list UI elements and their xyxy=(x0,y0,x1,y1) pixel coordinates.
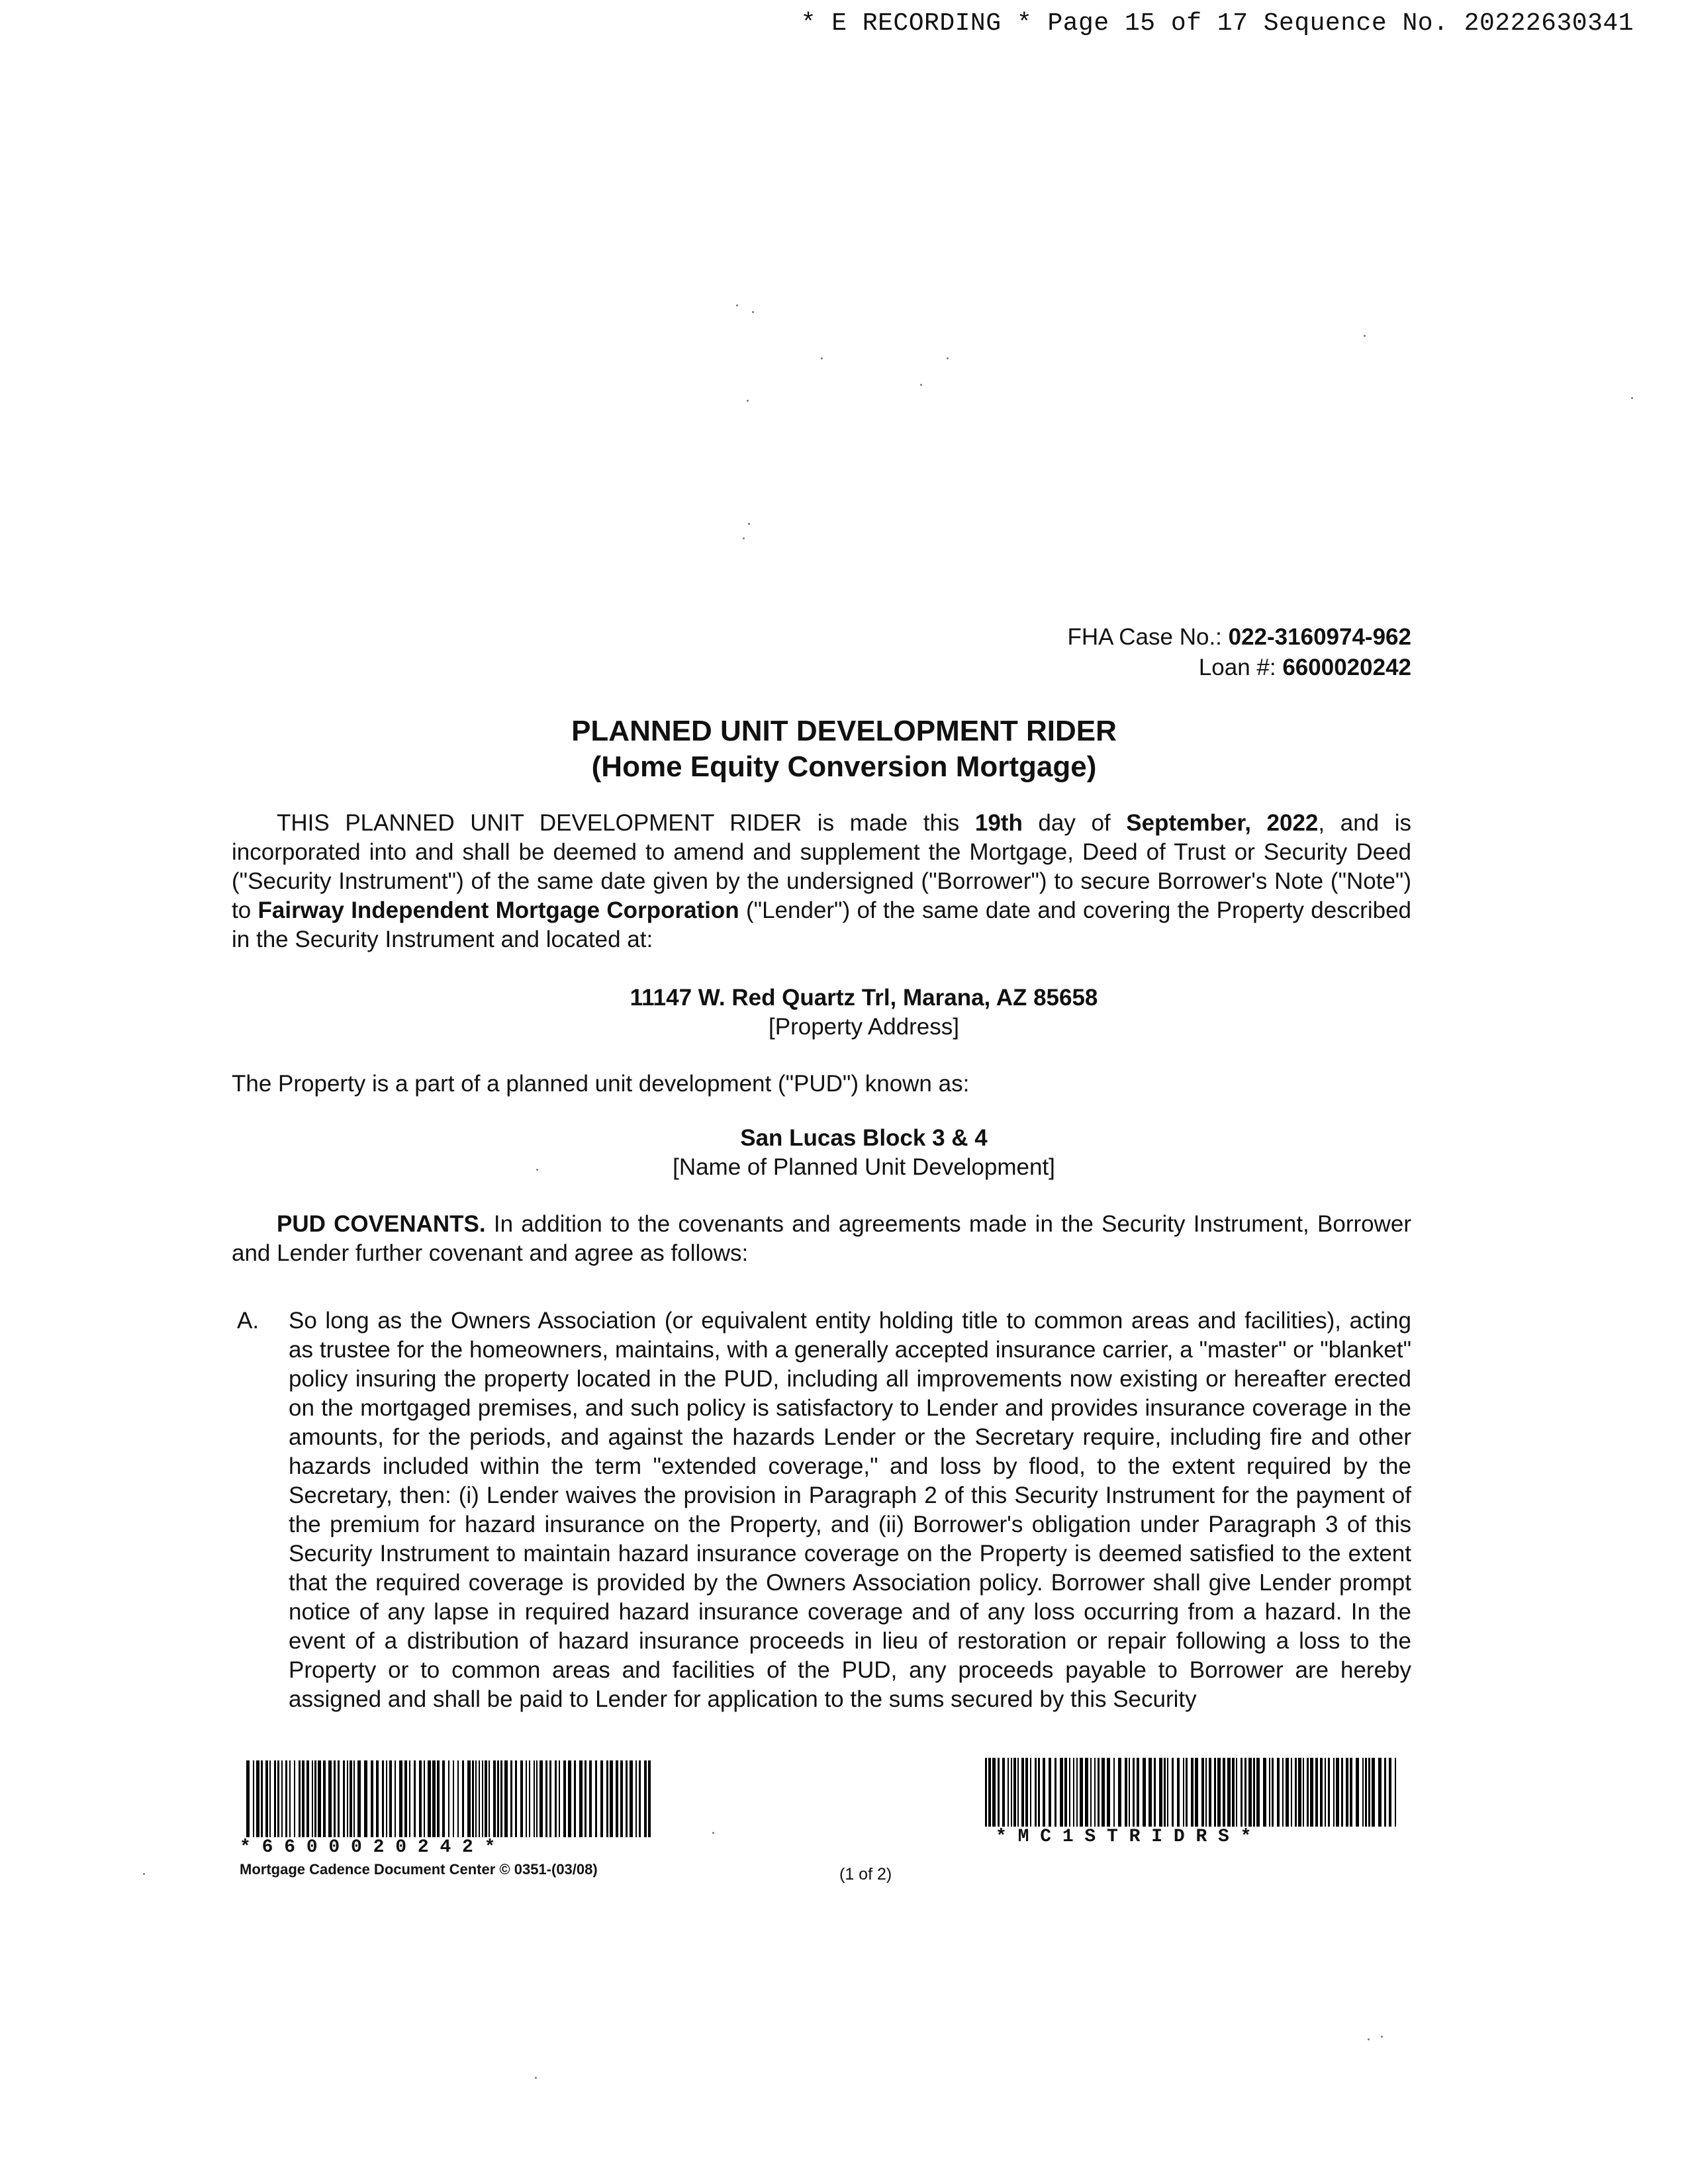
barcode-bar xyxy=(1395,1758,1396,1827)
barcode-bar xyxy=(1011,1758,1012,1827)
barcode-bar xyxy=(323,1760,326,1837)
barcode-bar xyxy=(1025,1758,1028,1827)
pud-intro: The Property is a part of a planned unit development ("PUD") known as: xyxy=(232,1071,970,1097)
rider-day: 19th xyxy=(974,810,1023,836)
barcode-bar xyxy=(1286,1758,1289,1827)
barcode-bar xyxy=(489,1760,490,1837)
barcode-bar xyxy=(1094,1758,1096,1827)
scan-speck xyxy=(536,1169,538,1171)
barcode-bar xyxy=(589,1760,592,1837)
barcode-bar xyxy=(485,1760,487,1837)
barcode-bar xyxy=(338,1760,340,1837)
barcode-bar xyxy=(334,1760,336,1837)
barcode-bar xyxy=(432,1760,436,1837)
barcode-bar xyxy=(1310,1758,1313,1827)
scan-speck xyxy=(1364,335,1366,337)
covenants-heading: PUD COVENANTS. xyxy=(277,1211,486,1237)
barcode-bar xyxy=(1049,1758,1051,1827)
pud-name: San Lucas Block 3 & 4 xyxy=(740,1125,988,1151)
barcode-bar xyxy=(497,1760,499,1837)
barcode-bar xyxy=(1191,1758,1194,1827)
barcode-bar xyxy=(1183,1758,1184,1827)
pud-covenants-paragraph xyxy=(232,1210,1411,1268)
barcode-bar xyxy=(382,1760,384,1837)
barcode-bar xyxy=(549,1760,551,1837)
intro-text-4: ("Lender") of the same date and covering the Property described in the Security Instrument and located at: xyxy=(232,897,1412,952)
covenant-item-a xyxy=(232,1306,1411,1714)
barcode-bar xyxy=(1372,1758,1375,1827)
barcode-bar xyxy=(1269,1758,1270,1827)
barcode-bar xyxy=(520,1760,523,1837)
barcode-bar xyxy=(1064,1758,1067,1827)
barcode-bar xyxy=(285,1760,287,1837)
barcode-bar xyxy=(500,1760,502,1837)
scan-speck xyxy=(1381,2036,1383,2038)
barcode-bar xyxy=(639,1760,641,1837)
barcode-bar xyxy=(482,1760,483,1837)
scan-speck xyxy=(1631,397,1633,399)
barcode-bar xyxy=(559,1760,560,1837)
barcode-bar xyxy=(306,1760,309,1837)
barcode-bar xyxy=(376,1760,379,1837)
recording-header: * E RECORDING * Page 15 of 17 Sequence No. 20222630341 xyxy=(800,9,1634,38)
barcode-bar xyxy=(1172,1758,1174,1827)
form-barcode-text: * M C 1 S T R I D R S * xyxy=(996,1827,1252,1847)
scan-speck xyxy=(920,384,922,386)
barcode-bar xyxy=(1205,1758,1207,1827)
barcode-bar xyxy=(504,1760,508,1837)
barcode-bar xyxy=(467,1760,471,1837)
fha-case-line xyxy=(1067,622,1411,653)
barcode-bar xyxy=(1244,1758,1246,1827)
barcode-bar xyxy=(1328,1758,1330,1827)
scan-speck xyxy=(143,1873,145,1875)
scan-speck xyxy=(1368,2038,1370,2040)
barcode-bar xyxy=(1090,1758,1092,1827)
barcode-bar xyxy=(1223,1758,1225,1827)
barcode-bar xyxy=(1201,1758,1204,1827)
barcode-bar xyxy=(534,1760,535,1837)
barcode-bar xyxy=(585,1760,586,1837)
barcode-bar xyxy=(409,1760,410,1837)
barcode-bar xyxy=(347,1760,348,1837)
barcode-bar xyxy=(1149,1758,1152,1827)
barcode-bar xyxy=(1013,1758,1016,1827)
barcode-bar xyxy=(1038,1758,1040,1827)
loan-identifiers xyxy=(1067,622,1411,683)
barcode-bar xyxy=(1298,1758,1301,1827)
barcode-bar xyxy=(364,1760,367,1837)
barcode-bar xyxy=(1008,1758,1009,1827)
barcode-bar xyxy=(246,1760,250,1837)
barcode-bar xyxy=(1030,1758,1031,1827)
barcode-bar xyxy=(1055,1758,1056,1827)
barcode-bar xyxy=(644,1760,647,1837)
barcode-bar xyxy=(448,1760,449,1837)
barcode-bar xyxy=(1177,1758,1180,1827)
barcode-bar xyxy=(424,1760,425,1837)
barcode-bar xyxy=(1195,1758,1198,1827)
barcode-bar xyxy=(1073,1758,1074,1827)
barcode-bar xyxy=(386,1760,387,1837)
barcode-bar xyxy=(404,1760,407,1837)
barcode-bar xyxy=(428,1760,431,1837)
barcode-bar xyxy=(472,1760,474,1837)
barcode-bar xyxy=(600,1760,603,1837)
barcode-bar xyxy=(302,1760,305,1837)
barcode-bar xyxy=(595,1760,597,1837)
barcode-bar xyxy=(529,1760,530,1837)
lender-name: Fairway Independent Mortgage Corporation xyxy=(258,897,739,923)
barcode-bar xyxy=(479,1760,480,1837)
loan-number: 6600020242 xyxy=(1282,655,1411,680)
scan-speck xyxy=(736,304,738,306)
barcode-bar xyxy=(1350,1758,1352,1827)
item-letter: A. xyxy=(237,1308,259,1334)
barcode-bar xyxy=(1320,1758,1323,1827)
barcode-bar xyxy=(294,1760,295,1837)
barcode-bar xyxy=(1217,1758,1221,1827)
barcode-bar xyxy=(1253,1758,1255,1827)
barcode-bar xyxy=(1113,1758,1115,1827)
barcode-bar xyxy=(462,1760,464,1837)
barcode-bar xyxy=(545,1760,547,1837)
barcode-bar xyxy=(281,1760,283,1837)
barcode-bar xyxy=(1002,1758,1005,1827)
pud-name-block xyxy=(0,1124,1688,1182)
barcode-bar xyxy=(988,1758,991,1827)
barcode-bar xyxy=(1069,1758,1070,1827)
property-address: 11147 W. Red Quartz Trl, Marana, AZ 85658 xyxy=(630,985,1098,1011)
barcode-bar xyxy=(253,1760,254,1837)
property-address-block xyxy=(0,983,1688,1042)
barcode-bar xyxy=(1315,1758,1318,1827)
barcode-bar xyxy=(1365,1758,1367,1827)
barcode-bar xyxy=(265,1760,268,1837)
title-line-1: PLANNED UNIT DEVELOPMENT RIDER xyxy=(571,715,1117,747)
barcode-bar xyxy=(1341,1758,1343,1827)
barcode-bar xyxy=(1080,1758,1083,1827)
barcode-bar xyxy=(1256,1758,1260,1827)
barcode-bar xyxy=(314,1760,316,1837)
loan-number-label: Loan #: xyxy=(1198,655,1283,680)
rider-date: September, 2022 xyxy=(1126,810,1319,836)
barcode-bar xyxy=(395,1760,396,1837)
barcode-bar xyxy=(1277,1758,1280,1827)
barcode-bar xyxy=(574,1760,576,1837)
loan-number-line xyxy=(1067,653,1411,683)
barcode-bar xyxy=(610,1760,613,1837)
barcode-bar xyxy=(510,1760,512,1837)
barcode-bar xyxy=(1167,1758,1168,1827)
barcode-bar xyxy=(606,1760,608,1837)
scan-speck xyxy=(712,1832,714,1834)
barcode-bar xyxy=(1346,1758,1348,1827)
barcode-bar xyxy=(1336,1758,1339,1827)
barcode-bar xyxy=(350,1760,352,1837)
barcode-bar xyxy=(626,1760,628,1837)
barcode-bar xyxy=(998,1758,1000,1827)
barcode-bar xyxy=(1214,1758,1216,1827)
barcode-bar xyxy=(318,1760,321,1837)
barcode-bar xyxy=(493,1760,496,1837)
barcode-bar xyxy=(1295,1758,1297,1827)
loan-barcode xyxy=(246,1760,653,1837)
barcode-bar xyxy=(985,1758,987,1827)
barcode-bar xyxy=(526,1760,527,1837)
barcode-bar xyxy=(1021,1758,1024,1827)
barcode-bar xyxy=(568,1760,571,1837)
barcode-bar xyxy=(1143,1758,1146,1827)
barcode-bar xyxy=(1017,1758,1019,1827)
barcode-bar xyxy=(399,1760,402,1837)
intro-text-2: day of xyxy=(1022,810,1127,836)
barcode-bar xyxy=(357,1760,361,1837)
title-line-2: (Home Equity Conversion Mortgage) xyxy=(591,751,1097,783)
barcode-bar xyxy=(616,1760,618,1837)
barcode-bar xyxy=(536,1760,538,1837)
barcode-bar xyxy=(515,1760,517,1837)
barcode-bar xyxy=(1035,1758,1037,1827)
barcode-bar xyxy=(1291,1758,1292,1827)
barcode-bar xyxy=(1236,1758,1237,1827)
barcode-bar xyxy=(1060,1758,1063,1827)
scan-speck xyxy=(947,357,949,359)
barcode-bar xyxy=(343,1760,345,1837)
barcode-bar xyxy=(299,1760,301,1837)
barcode-bar xyxy=(1085,1758,1088,1827)
barcode-bar xyxy=(457,1760,459,1837)
barcode-bar xyxy=(261,1760,263,1837)
barcode-bar xyxy=(1241,1758,1243,1827)
barcode-bar xyxy=(1107,1758,1110,1827)
barcode-bar xyxy=(1209,1758,1211,1827)
barcode-bar xyxy=(1384,1758,1386,1827)
barcode-bar xyxy=(1154,1758,1156,1827)
barcode-bar xyxy=(453,1760,454,1837)
barcode-bar xyxy=(630,1760,633,1837)
barcode-bar xyxy=(1263,1758,1266,1827)
barcode-bar xyxy=(1129,1758,1130,1827)
barcode-bar xyxy=(353,1760,355,1837)
barcode-bar xyxy=(475,1760,477,1837)
barcode-bar xyxy=(1102,1758,1105,1827)
barcode-bar xyxy=(414,1760,416,1837)
barcode-bar xyxy=(1368,1758,1370,1827)
item-a-text: So long as the Owners Association (or equivalent entity holding title to common areas and facilities), acting as trustee for the homeowners, maintains, with a generally accepted insurance carrier, a "master" or "blanket" policy insuring the property located in the PUD, including all improvements now existing or hereafter erected on the mortgaged premises, and such policy is satisfactory to Lender and provides insurance coverage in the amounts, for the periods, and against the hazards Lender or the Secretary require, including fire and other hazards included within the term "extended coverage," and loss by flood, to the extent required by the Secretary, then: (i) Lender waives the provision in Paragraph 2 of this Security Instrument for the payment of the premium for hazard insurance on the Property, and (ii) Borrower's obligation under Paragraph 3 of this Security Instrument to maintain hazard insurance coverage on the Property is deemed satisfied to the extent that the required coverage is provided by the Owners Association policy. Borrower shall give Lender prompt notice of any lapse in required hazard insurance coverage and of any loss occurring from a hazard. In the event of a distribution of hazard insurance proceeds in lieu of restoration or repair following a loss to the Property or to common areas and facilities of the PUD, any proceeds payable to Borrower are hereby assigned and shall be paid to Lender for application to the sums secured by this Security xyxy=(289,1308,1411,1712)
barcode-bar xyxy=(1076,1758,1078,1827)
barcode-bar xyxy=(1043,1758,1045,1827)
barcode-bar xyxy=(1333,1758,1335,1827)
scan-speck xyxy=(747,400,749,402)
barcode-bar xyxy=(1356,1758,1359,1827)
barcode-bar xyxy=(1325,1758,1326,1827)
fha-case-number: 022-3160974-962 xyxy=(1228,624,1411,650)
barcode-bar xyxy=(419,1760,422,1837)
barcode-bar xyxy=(563,1760,566,1837)
barcode-bar xyxy=(635,1760,637,1837)
scan-speck xyxy=(535,2077,537,2079)
barcode-bar xyxy=(1118,1758,1121,1827)
barcode-bar xyxy=(269,1760,271,1837)
barcode-bar xyxy=(1232,1758,1235,1827)
barcode-bar xyxy=(579,1760,583,1837)
barcode-bar xyxy=(1303,1758,1304,1827)
scan-speck xyxy=(821,357,823,359)
barcode-bar xyxy=(371,1760,373,1837)
barcode-bar xyxy=(328,1760,332,1837)
barcode-bar xyxy=(1282,1758,1284,1827)
barcode-bar xyxy=(992,1758,996,1827)
barcode-bar xyxy=(1159,1758,1162,1827)
barcode-bar xyxy=(1307,1758,1309,1827)
property-address-label: [Property Address] xyxy=(769,1014,959,1040)
barcode-bar xyxy=(555,1760,557,1837)
barcode-bar xyxy=(442,1760,445,1837)
barcode-bar xyxy=(256,1760,259,1837)
barcode-bar xyxy=(389,1760,392,1837)
form-barcode xyxy=(985,1758,1401,1827)
barcode-bar xyxy=(1125,1758,1127,1827)
barcode-bar xyxy=(539,1760,543,1837)
barcode-bar xyxy=(1378,1758,1382,1827)
scan-speck xyxy=(752,311,754,313)
barcode-bar xyxy=(1248,1758,1252,1827)
barcode-bar xyxy=(620,1760,623,1837)
covenants-text: In addition to the covenants and agreements made in the Security Instrument, Borrower and Lender further covenant and agree as follows: xyxy=(232,1211,1411,1266)
barcode-bar xyxy=(648,1760,651,1837)
barcode-bar xyxy=(1098,1758,1100,1827)
barcode-bar xyxy=(277,1760,279,1837)
barcode-bar xyxy=(1272,1758,1274,1827)
barcode-bar xyxy=(1186,1758,1188,1827)
intro-paragraph xyxy=(232,809,1411,954)
document-center-footer: Mortgage Cadence Document Center © 0351-(03/08) xyxy=(240,1861,598,1878)
intro-text-3: , and is incorporated into and shall be deemed to amend and supplement the Mortgage, Deed of Trust or Security Deed ("Security Instrument") of the same date given by the undersigned ("Borrower") to secure Borrower's Note ("Note") to xyxy=(232,810,1411,923)
barcode-bar xyxy=(312,1760,313,1837)
scan-speck xyxy=(743,537,745,539)
barcode-bar xyxy=(437,1760,440,1837)
barcode-bar xyxy=(1227,1758,1231,1827)
barcode-bar xyxy=(274,1760,276,1837)
barcode-bar xyxy=(1133,1758,1135,1827)
document-title xyxy=(0,713,1688,785)
barcode-bar xyxy=(1137,1758,1139,1827)
page-count: (1 of 2) xyxy=(839,1865,892,1884)
fha-case-label: FHA Case No.: xyxy=(1067,624,1229,650)
scan-speck xyxy=(748,523,750,525)
barcode-bar xyxy=(1164,1758,1166,1827)
barcode-bar xyxy=(1389,1758,1391,1827)
loan-barcode-text: * 6 6 0 0 0 2 0 2 4 2 * xyxy=(240,1837,496,1858)
intro-text-1: THIS PLANNED UNIT DEVELOPMENT RIDER is made this xyxy=(277,810,975,836)
barcode-bar xyxy=(1362,1758,1364,1827)
pud-name-label: [Name of Planned Unit Development] xyxy=(673,1154,1055,1180)
barcode-bar xyxy=(289,1760,291,1837)
